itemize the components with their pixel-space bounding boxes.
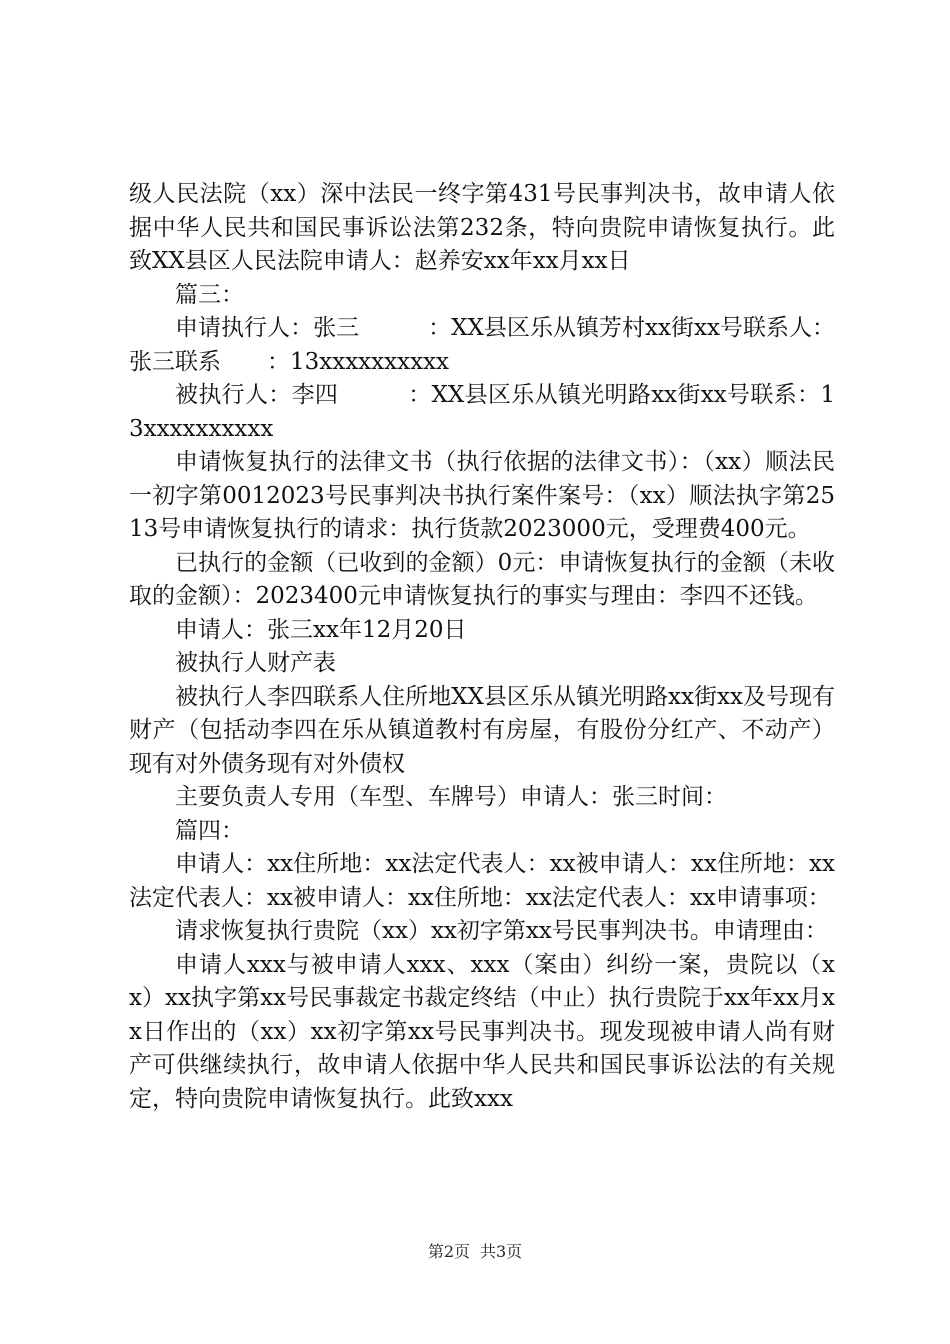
document-body (129, 178, 835, 1116)
paragraph-property-details: 被执行人李四联系人住所地XX县区乐从镇光明路xx街xx及号现有财产（包括动李四在乐从镇道教村有房屋，有股份分红产、不动产）现有对外债务现有对外债权 (129, 683, 835, 777)
paragraph-executed-amount: 已执行的金额（已收到的金额）0元：申请恢复执行的金额（未收取的金额）：2023400元申请恢复执行的事实与理由：李四不还钱。 (129, 549, 835, 609)
paragraph-parties: 申请人：xx住所地：xx法定代表人：xx被申请人：xx住所地：xx法定代表人：xx被申请人：xx住所地：xx法定代表人：xx申请事项： (129, 851, 835, 911)
page-number: 第2页 (427, 1242, 470, 1261)
paragraph-reasons: 申请人xxx与被申请人xxx、xxx（案由）纠纷一案，贵院以（xx）xx执字第xx号民事裁定书裁定终结（中止）执行贵院于xx年xx月xx日作出的（xx）xx初字第xx号民事判决书。现发现被申请人尚有财产可供继续执行，故申请人依据中华人民共和国民事诉讼法的有关规定，特向贵院申请恢复执行。此致xxx (129, 951, 835, 1112)
paragraph-applicant: 申请执行人：张三 ：XX县区乐从镇芳村xx街xx号联系人：张三联系 ：13xxxxxxxxxx (129, 315, 835, 375)
page-total: 共3页 (480, 1242, 523, 1261)
paragraph-vehicle-info: 主要负责人专用（车型、车牌号）申请人：张三时间： (175, 784, 727, 810)
page-footer (0, 1242, 950, 1262)
paragraph-respondent: 被执行人：李四 ：XX县区乐从镇光明路xx街xx号联系：13xxxxxxxxxx (129, 382, 835, 442)
paragraph-request: 请求恢复执行贵院（xx）xx初字第xx号民事判决书。申请理由： (175, 918, 828, 944)
paragraph-legal-document: 申请恢复执行的法律文书（执行依据的法律文书）：（xx）顺法民一初字第0012023号民事判决书执行案件案号：（xx）顺法执字第2513号申请恢复执行的请求：执行货款2023000元，受理费400元。 (129, 449, 835, 542)
section-heading-part-four: 篇四： (175, 817, 244, 844)
paragraph-continuation: 级人民法院（xx）深中法民一终字第431号民事判决书，故申请人依据中华人民共和国民事诉讼法第232条，特向贵院申请恢复执行。此致XX县区人民法院申请人：赵养安xx年xx月xx日 (129, 181, 835, 274)
property-table-title: 被执行人财产表 (175, 650, 336, 676)
section-heading-part-three: 篇三： (175, 281, 244, 308)
paragraph-applicant-signature: 申请人：张三xx年12月20日 (175, 616, 467, 643)
